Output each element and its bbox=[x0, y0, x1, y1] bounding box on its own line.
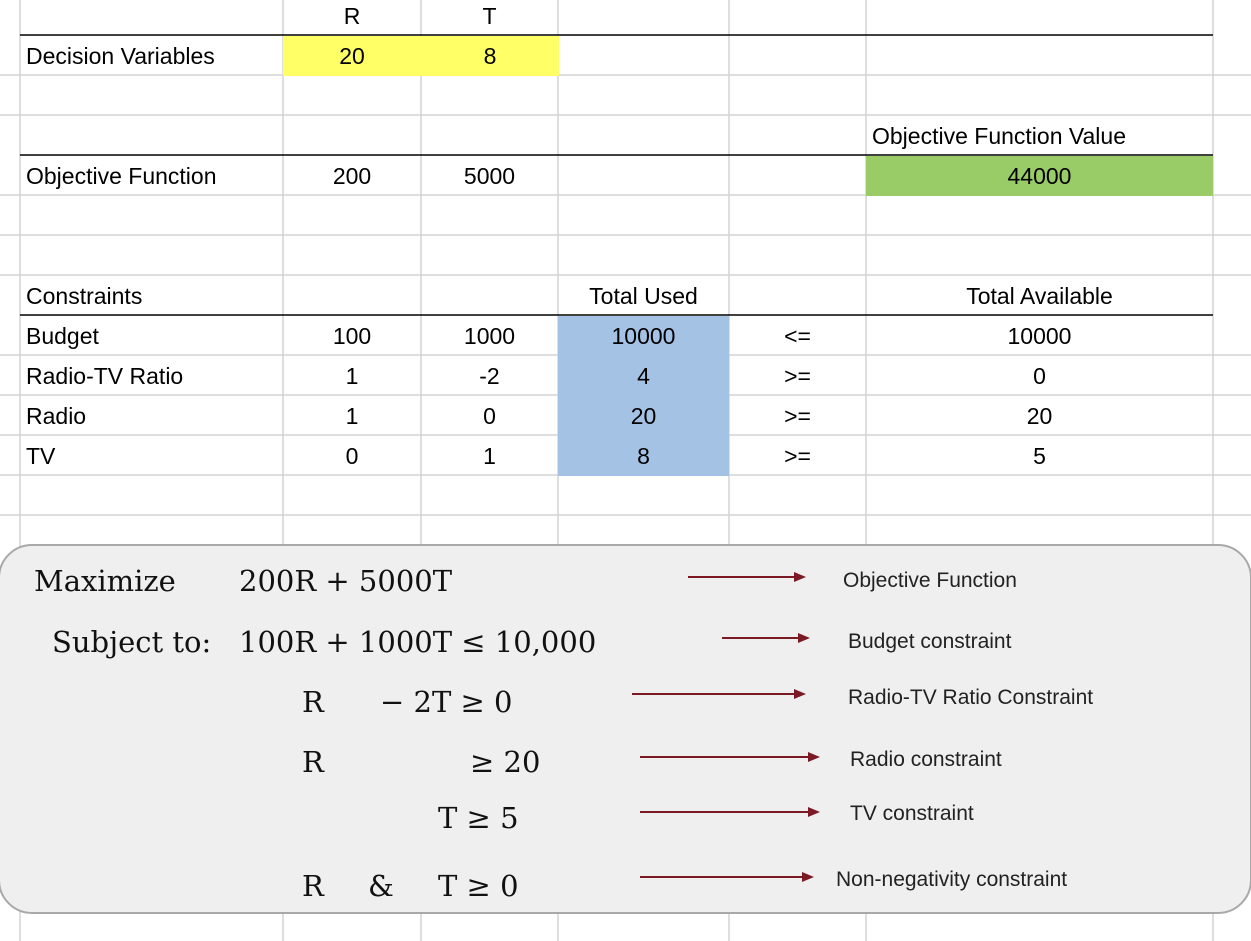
nonnegativity-constraint-note: Non-negativity constraint bbox=[836, 868, 1068, 891]
nonnegativity-expression: T ≥ 0 bbox=[438, 869, 519, 903]
constraint-coef-t-cell[interactable]: 0 bbox=[483, 403, 496, 429]
ratio-constraint-note: Radio-TV Ratio Constraint bbox=[848, 686, 1094, 709]
lp-formulation-panel bbox=[0, 544, 1251, 914]
objective-function-note: Objective Function bbox=[843, 569, 1017, 592]
ratio-constraint-r: R bbox=[302, 685, 324, 719]
decision-variables-label[interactable]: Decision Variables bbox=[26, 43, 215, 69]
column-header-t[interactable]: T bbox=[482, 3, 497, 29]
total-used-header[interactable]: Total Used bbox=[589, 283, 698, 309]
constraints-label[interactable]: Constraints bbox=[26, 283, 143, 309]
radio-constraint-expression: ≥ 20 bbox=[470, 745, 541, 779]
column-header-r[interactable]: R bbox=[343, 3, 361, 29]
constraint-coef-t-cell[interactable]: 1 bbox=[483, 443, 496, 469]
objective-value-label[interactable]: Objective Function Value bbox=[872, 123, 1126, 149]
total-available-cell[interactable]: 10000 bbox=[1007, 323, 1072, 349]
total-used-cell[interactable]: 8 bbox=[558, 436, 729, 476]
nonnegativity-ampersand: & bbox=[368, 869, 394, 903]
total-available-header[interactable]: Total Available bbox=[966, 283, 1113, 309]
total-available-cell[interactable]: 5 bbox=[1033, 443, 1046, 469]
objective-coef-t-cell[interactable]: 5000 bbox=[463, 163, 516, 189]
total-used-cell[interactable]: 4 bbox=[558, 356, 729, 396]
constraint-name-cell[interactable]: Budget bbox=[26, 323, 99, 349]
constraint-operator-cell[interactable]: >= bbox=[784, 403, 811, 429]
tv-constraint-note: TV constraint bbox=[850, 802, 974, 825]
constraint-name-cell[interactable]: TV bbox=[26, 443, 56, 469]
budget-constraint-note: Budget constraint bbox=[848, 630, 1012, 653]
nonnegativity-r: R bbox=[302, 869, 324, 903]
objective-expression: 200R + 5000T bbox=[239, 564, 453, 598]
constraint-name-cell[interactable]: Radio-TV Ratio bbox=[26, 363, 184, 389]
constraint-operator-cell[interactable]: >= bbox=[784, 363, 811, 389]
constraint-name-cell[interactable]: Radio bbox=[26, 403, 87, 429]
constraint-coef-r-cell[interactable]: 1 bbox=[345, 363, 359, 389]
constraint-coef-r-cell[interactable]: 100 bbox=[332, 323, 372, 349]
constraint-coef-r-cell[interactable]: 0 bbox=[345, 443, 359, 469]
objective-value-cell[interactable]: 44000 bbox=[866, 156, 1213, 196]
subject-to-keyword: Subject to: bbox=[52, 625, 212, 659]
total-used-cell[interactable]: 10000 bbox=[558, 316, 729, 356]
total-used-cell[interactable]: 20 bbox=[558, 396, 729, 436]
radio-constraint-r: R bbox=[302, 745, 324, 779]
tv-constraint-expression: T ≥ 5 bbox=[438, 801, 519, 835]
budget-constraint-expression: 100R + 1000T ≤ 10,000 bbox=[239, 625, 597, 659]
decision-variable-t-cell[interactable]: 8 bbox=[421, 36, 559, 76]
total-available-cell[interactable]: 0 bbox=[1033, 363, 1046, 389]
constraint-operator-cell[interactable]: <= bbox=[784, 323, 811, 349]
constraint-operator-cell[interactable]: >= bbox=[784, 443, 811, 469]
objective-function-label[interactable]: Objective Function bbox=[26, 163, 217, 189]
maximize-keyword: Maximize bbox=[34, 564, 176, 598]
constraint-coef-t-cell[interactable]: 1000 bbox=[463, 323, 516, 349]
decision-variable-r-cell[interactable]: 20 bbox=[283, 36, 421, 76]
total-available-cell[interactable]: 20 bbox=[1026, 403, 1053, 429]
ratio-constraint-expression: − 2T ≥ 0 bbox=[380, 685, 513, 719]
constraint-coef-t-cell[interactable]: -2 bbox=[479, 363, 500, 389]
objective-coef-r-cell[interactable]: 200 bbox=[332, 163, 372, 189]
radio-constraint-note: Radio constraint bbox=[850, 748, 1002, 771]
constraint-coef-r-cell[interactable]: 1 bbox=[345, 403, 359, 429]
